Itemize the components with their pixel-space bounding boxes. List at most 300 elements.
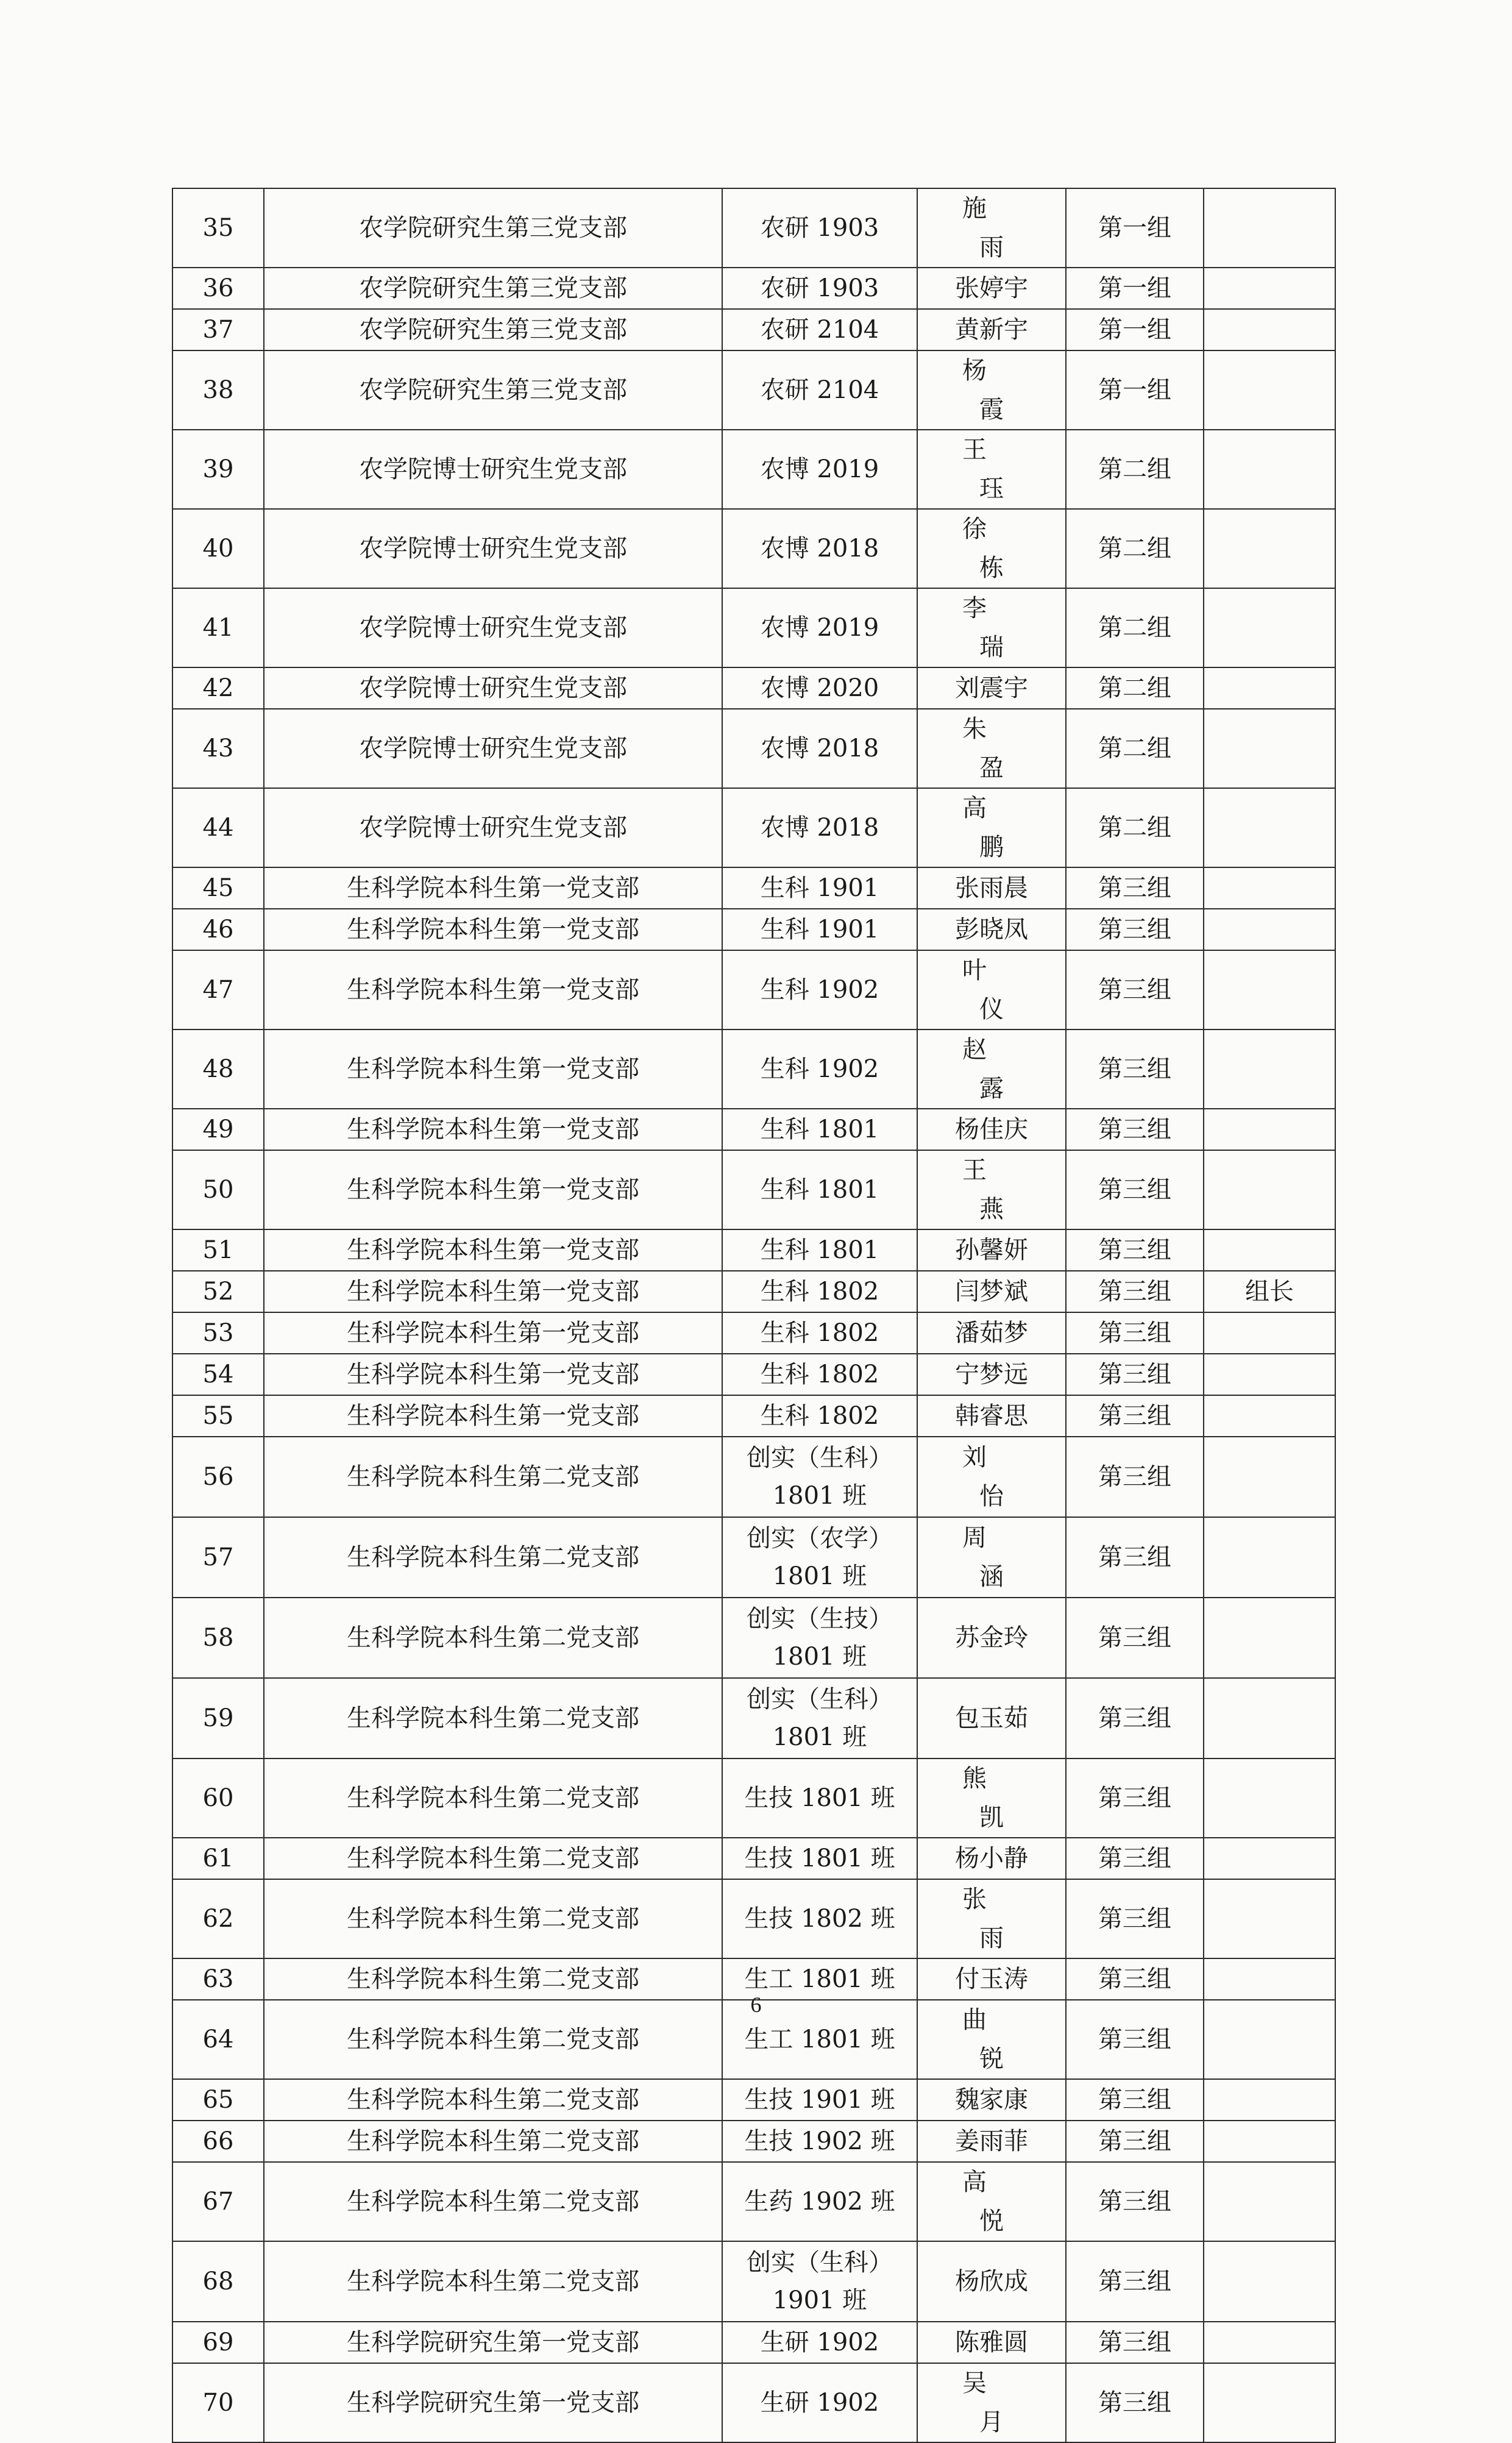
class-cell [722,1109,917,1150]
class-line: 1801 班 [772,1562,867,1590]
group-cell: 第三组 [1066,1312,1204,1354]
table-row [172,1312,1335,1354]
note-cell [1204,1395,1335,1437]
class-line: 生药 1902 班 [744,2188,895,2216]
note-cell [1204,1879,1335,1958]
table-row [172,2322,1335,2363]
group-cell: 第三组 [1066,1838,1204,1879]
row-number-cell: 60 [172,1758,264,1838]
member-name: 曲 锐 [962,2006,1038,2073]
row-number-cell: 43 [172,709,264,788]
member-name: 杨佳庆 [955,1115,1028,1143]
row-number-cell: 54 [172,1354,264,1395]
class-cell [722,1312,917,1354]
note-cell [1204,788,1335,867]
class-cell [722,430,917,509]
row-number-cell: 39 [172,430,264,509]
class-line: 生科 1901 [760,916,879,944]
name-cell [917,1229,1066,1271]
group-cell: 第三组 [1066,2241,1204,2322]
group-cell: 第三组 [1066,1150,1204,1229]
class-cell [722,309,917,350]
member-name: 高 鹏 [962,794,1038,861]
note-cell [1204,509,1335,588]
branch-cell: 农学院博士研究生党支部 [264,667,722,709]
row-number-cell: 58 [172,1598,264,1678]
row-number-cell: 41 [172,588,264,667]
class-line: 生技 1901 班 [744,2086,895,2114]
branch-cell: 生科学院本科生第二党支部 [264,1958,722,2000]
class-line: 生研 1902 [760,2328,879,2356]
class-line: 创实（生科） [747,1685,893,1713]
class-cell [722,709,917,788]
table-row [172,1229,1335,1271]
table-row [172,2079,1335,2121]
group-cell: 第三组 [1066,1758,1204,1838]
note-cell [1204,950,1335,1029]
row-number-cell: 48 [172,1029,264,1109]
class-line: 1801 班 [772,1643,867,1671]
row-number-cell: 52 [172,1271,264,1312]
group-cell: 第三组 [1066,1678,1204,1758]
name-cell [917,950,1066,1029]
table-row [172,1437,1335,1517]
name-cell [917,1354,1066,1395]
branch-cell: 生科学院本科生第二党支部 [264,1517,722,1598]
table-row [172,1109,1335,1150]
class-cell [722,2162,917,2241]
note-cell [1204,1229,1335,1271]
group-cell: 第三组 [1066,1229,1204,1271]
row-number-cell: 57 [172,1517,264,1598]
branch-cell: 生科学院本科生第一党支部 [264,1109,722,1150]
row-number-cell: 47 [172,950,264,1029]
member-name: 彭晓凤 [955,916,1028,944]
branch-cell: 生科学院本科生第一党支部 [264,1229,722,1271]
row-number-cell: 55 [172,1395,264,1437]
member-name: 姜雨菲 [955,2127,1028,2155]
note-cell [1204,350,1335,430]
class-cell [722,350,917,430]
group-cell: 第三组 [1066,2121,1204,2162]
group-cell: 第二组 [1066,509,1204,588]
member-name: 朱 盈 [962,715,1038,782]
note-cell [1204,1678,1335,1758]
name-cell [917,1029,1066,1109]
group-cell: 第二组 [1066,588,1204,667]
group-cell: 第一组 [1066,188,1204,268]
note-cell [1204,1354,1335,1395]
class-line: 农博 2020 [760,674,879,702]
branch-cell: 农学院研究生第三党支部 [264,350,722,430]
group-cell: 第三组 [1066,1354,1204,1395]
name-cell [917,1109,1066,1150]
table-row [172,1838,1335,1879]
branch-cell: 农学院博士研究生党支部 [264,588,722,667]
class-line: 农博 2019 [760,614,879,642]
group-cell: 第三组 [1066,1271,1204,1312]
table-row [172,1678,1335,1758]
member-name: 魏家康 [955,2086,1028,2114]
table-row [172,1879,1335,1958]
note-cell [1204,2322,1335,2363]
table-row [172,667,1335,709]
class-line: 生技 1801 班 [744,1844,895,1872]
class-line: 创实（生科） [747,1444,893,1472]
group-cell: 第二组 [1066,430,1204,509]
class-line: 生科 1802 [760,1360,879,1389]
row-number-cell: 36 [172,268,264,309]
name-cell [917,1271,1066,1312]
member-name: 刘震宇 [955,674,1028,702]
class-cell [722,2241,917,2322]
row-number-cell: 50 [172,1150,264,1229]
row-number-cell: 70 [172,2363,264,2442]
row-number-cell: 67 [172,2162,264,2241]
member-roster-table [172,188,1336,2443]
branch-cell: 生科学院本科生第二党支部 [264,2079,722,2121]
note-cell [1204,709,1335,788]
row-number-cell: 68 [172,2241,264,2322]
group-cell: 第三组 [1066,1437,1204,1517]
branch-cell: 生科学院本科生第二党支部 [264,2121,722,2162]
group-cell: 第三组 [1066,1598,1204,1678]
member-name: 韩睿思 [955,1402,1028,1430]
row-number-cell: 56 [172,1437,264,1517]
row-number-cell: 46 [172,909,264,950]
note-cell [1204,867,1335,909]
class-line: 生技 1902 班 [744,2127,895,2155]
table-row [172,588,1335,667]
name-cell [917,430,1066,509]
branch-cell: 生科学院本科生第一党支部 [264,950,722,1029]
table-row [172,188,1335,268]
name-cell [917,1758,1066,1838]
branch-cell: 生科学院本科生第二党支部 [264,1838,722,1879]
class-line: 农博 2018 [760,535,879,563]
class-cell [722,1598,917,1678]
member-name: 刘 怡 [962,1443,1038,1510]
table-row [172,509,1335,588]
branch-cell: 生科学院本科生第一党支部 [264,909,722,950]
group-cell: 第三组 [1066,2322,1204,2363]
table-row [172,1354,1335,1395]
member-name: 李 瑞 [962,594,1038,661]
group-cell: 第二组 [1066,788,1204,867]
branch-cell: 生科学院本科生第二党支部 [264,1758,722,1838]
member-name: 陈雅圆 [955,2328,1028,2356]
class-line: 农研 1903 [760,274,879,302]
member-name: 王 燕 [962,1156,1038,1223]
row-number-cell: 35 [172,188,264,268]
group-cell: 第三组 [1066,909,1204,950]
table-row [172,1029,1335,1109]
group-cell: 第三组 [1066,2000,1204,2079]
group-cell: 第二组 [1066,709,1204,788]
member-name: 杨 霞 [962,357,1038,424]
class-line: 生技 1802 班 [744,1905,895,1933]
class-cell [722,1395,917,1437]
class-cell [722,1229,917,1271]
member-name: 施 雨 [962,194,1038,261]
name-cell [917,1150,1066,1229]
name-cell [917,188,1066,268]
branch-cell: 生科学院本科生第二党支部 [264,1879,722,1958]
class-cell [722,509,917,588]
group-cell: 第三组 [1066,1029,1204,1109]
row-number-cell: 66 [172,2121,264,2162]
name-cell [917,2322,1066,2363]
name-cell [917,2121,1066,2162]
note-cell [1204,588,1335,667]
row-number-cell: 65 [172,2079,264,2121]
group-cell: 第一组 [1066,268,1204,309]
member-name: 张婷宇 [955,274,1028,302]
table-row [172,268,1335,309]
member-name: 潘茹梦 [955,1319,1028,1347]
table-row [172,1150,1335,1229]
class-cell [722,1437,917,1517]
member-name: 王 珏 [962,436,1038,503]
note-cell [1204,667,1335,709]
member-name: 包玉茹 [955,1704,1028,1732]
name-cell [917,2162,1066,2241]
name-cell [917,667,1066,709]
table-row [172,909,1335,950]
name-cell [917,309,1066,350]
group-cell: 第三组 [1066,1879,1204,1958]
member-name: 周 涵 [962,1524,1038,1591]
row-number-cell: 53 [172,1312,264,1354]
branch-cell: 生科学院本科生第二党支部 [264,1598,722,1678]
branch-cell: 农学院研究生第三党支部 [264,309,722,350]
row-number-cell: 51 [172,1229,264,1271]
branch-cell: 生科学院本科生第一党支部 [264,1354,722,1395]
note-cell [1204,1838,1335,1879]
table-row [172,1598,1335,1678]
member-name: 杨欣成 [955,2267,1028,2295]
branch-cell: 生科学院本科生第二党支部 [264,2162,722,2241]
note-cell [1204,2241,1335,2322]
name-cell [917,1437,1066,1517]
name-cell [917,2079,1066,2121]
name-cell [917,788,1066,867]
class-cell [722,1517,917,1598]
note-cell [1204,1598,1335,1678]
group-cell: 第三组 [1066,1109,1204,1150]
name-cell [917,1678,1066,1758]
branch-cell: 农学院博士研究生党支部 [264,788,722,867]
class-cell [722,2322,917,2363]
note-cell [1204,1437,1335,1517]
group-cell: 第三组 [1066,2363,1204,2442]
member-name: 付玉涛 [955,1965,1028,1993]
note-cell [1204,188,1335,268]
row-number-cell: 42 [172,667,264,709]
class-line: 生科 1902 [760,1055,879,1083]
branch-cell: 生科学院本科生第二党支部 [264,1437,722,1517]
row-number-cell: 45 [172,867,264,909]
group-cell: 第二组 [1066,667,1204,709]
table-row [172,867,1335,909]
class-line: 生科 1801 [760,1176,879,1204]
row-number-cell: 63 [172,1958,264,2000]
row-number-cell: 38 [172,350,264,430]
name-cell [917,350,1066,430]
class-line: 生工 1801 班 [744,1965,895,1993]
class-cell [722,588,917,667]
member-name: 张雨晨 [955,874,1028,902]
note-cell: 组长 [1204,1271,1335,1312]
member-name: 高 悦 [962,2168,1038,2235]
note-cell [1204,309,1335,350]
page-number: 6 [750,1993,762,2017]
branch-cell: 农学院研究生第三党支部 [264,268,722,309]
table-row [172,309,1335,350]
class-cell [722,1029,917,1109]
group-cell: 第三组 [1066,1517,1204,1598]
name-cell [917,268,1066,309]
table-row [172,430,1335,509]
class-line: 生科 1802 [760,1402,879,1430]
row-number-cell: 61 [172,1838,264,1879]
name-cell [917,1395,1066,1437]
class-cell [722,2121,917,2162]
class-cell [722,950,917,1029]
class-line: 农研 1903 [760,214,879,242]
branch-cell: 生科学院本科生第一党支部 [264,867,722,909]
class-line: 1901 班 [772,2286,867,2314]
note-cell [1204,2079,1335,2121]
branch-cell: 生科学院本科生第二党支部 [264,2241,722,2322]
name-cell [917,909,1066,950]
member-name: 赵 露 [962,1036,1038,1103]
class-line: 生研 1902 [760,2389,879,2417]
class-line: 农博 2019 [760,455,879,483]
row-number-cell: 64 [172,2000,264,2079]
note-cell [1204,2162,1335,2241]
class-cell [722,2363,917,2442]
class-cell [722,1678,917,1758]
group-cell: 第三组 [1066,1958,1204,2000]
class-cell [722,867,917,909]
name-cell [917,588,1066,667]
name-cell [917,2241,1066,2322]
class-cell [722,268,917,309]
table-row [172,2363,1335,2442]
table-row [172,1758,1335,1838]
member-name: 张 雨 [962,1885,1038,1952]
member-name: 叶 仪 [962,956,1038,1023]
member-name: 徐 栋 [962,515,1038,582]
branch-cell: 农学院研究生第三党支部 [264,188,722,268]
class-line: 创实（生科） [747,2249,893,2277]
row-number-cell: 59 [172,1678,264,1758]
group-cell: 第三组 [1066,2162,1204,2241]
class-cell [722,1354,917,1395]
row-number-cell: 62 [172,1879,264,1958]
row-number-cell: 40 [172,509,264,588]
name-cell [917,2363,1066,2442]
class-line: 农研 2104 [760,316,879,344]
note-cell [1204,1758,1335,1838]
table-row [172,788,1335,867]
class-line: 生科 1801 [760,1236,879,1264]
class-cell [722,1758,917,1838]
table-row [172,950,1335,1029]
class-cell [722,788,917,867]
class-line: 农研 2104 [760,376,879,404]
member-name: 孙馨妍 [955,1236,1028,1264]
name-cell [917,1598,1066,1678]
class-cell [722,1879,917,1958]
branch-cell: 生科学院本科生第一党支部 [264,1312,722,1354]
row-number-cell: 69 [172,2322,264,2363]
member-name: 杨小静 [955,1844,1028,1872]
note-cell [1204,909,1335,950]
table-row [172,1395,1335,1437]
name-cell [917,509,1066,588]
class-cell [722,188,917,268]
group-cell: 第三组 [1066,1395,1204,1437]
branch-cell: 农学院博士研究生党支部 [264,509,722,588]
class-line: 1801 班 [772,1482,867,1510]
name-cell [917,709,1066,788]
group-cell: 第一组 [1066,350,1204,430]
table-row [172,350,1335,430]
note-cell [1204,1109,1335,1150]
branch-cell: 农学院博士研究生党支部 [264,430,722,509]
note-cell [1204,1312,1335,1354]
table-row [172,1517,1335,1598]
class-line: 生科 1802 [760,1319,879,1347]
group-cell: 第三组 [1066,867,1204,909]
class-line: 生技 1801 班 [744,1784,895,1812]
row-number-cell: 49 [172,1109,264,1150]
name-cell [917,1517,1066,1598]
name-cell [917,1879,1066,1958]
group-cell: 第三组 [1066,2079,1204,2121]
member-name: 苏金玲 [955,1624,1028,1652]
note-cell [1204,1517,1335,1598]
branch-cell: 生科学院本科生第一党支部 [264,1271,722,1312]
class-cell [722,2079,917,2121]
branch-cell: 生科学院本科生第一党支部 [264,1150,722,1229]
note-cell [1204,1150,1335,1229]
class-line: 生工 1801 班 [744,2025,895,2054]
class-cell [722,909,917,950]
name-cell [917,867,1066,909]
group-cell: 第一组 [1066,309,1204,350]
table-row [172,1271,1335,1312]
class-line: 创实（农学） [747,1524,893,1552]
note-cell [1204,430,1335,509]
member-name: 宁梦远 [955,1360,1028,1389]
row-number-cell: 44 [172,788,264,867]
group-cell: 第三组 [1066,950,1204,1029]
branch-cell: 农学院博士研究生党支部 [264,709,722,788]
class-cell [722,1838,917,1879]
class-line: 生科 1802 [760,1278,879,1306]
class-cell [722,1150,917,1229]
class-line: 生科 1901 [760,874,879,902]
note-cell [1204,2121,1335,2162]
name-cell [917,1312,1066,1354]
member-name: 黄新宇 [955,316,1028,344]
branch-cell: 生科学院本科生第二党支部 [264,1678,722,1758]
class-line: 1801 班 [772,1723,867,1751]
member-name: 熊 凯 [962,1765,1038,1832]
